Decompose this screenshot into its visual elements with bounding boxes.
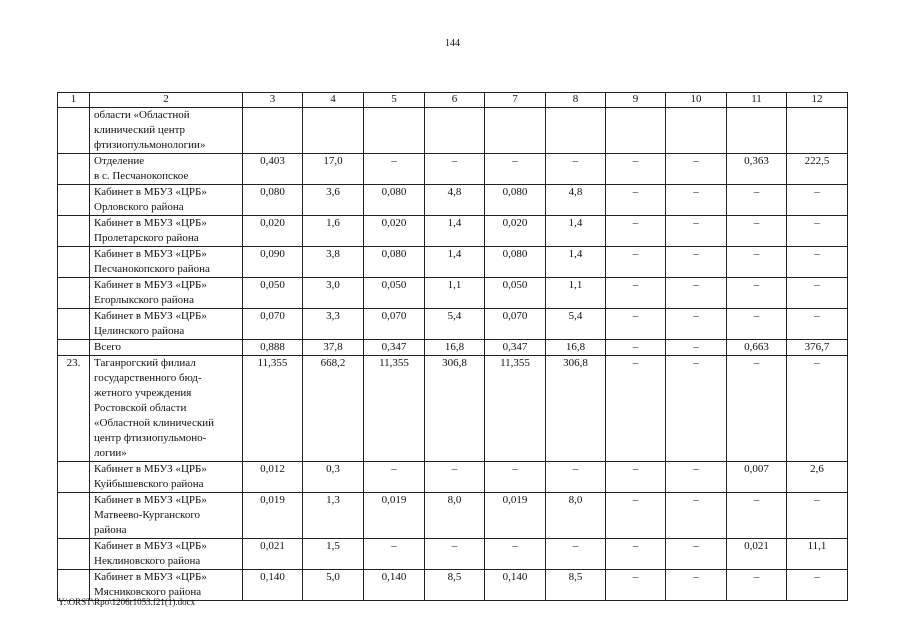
value-cell: 0,080 [243, 185, 303, 216]
value-cell: 0,347 [364, 340, 425, 356]
value-cell: – [606, 185, 666, 216]
table-row [58, 539, 848, 570]
value-cell: 0,050 [243, 278, 303, 309]
value-cell: 1,1 [425, 278, 485, 309]
value-cell: – [727, 247, 787, 278]
value-cell: 3,8 [303, 247, 364, 278]
value-cell: 4,8 [425, 185, 485, 216]
table-row [58, 340, 848, 356]
value-cell: – [666, 216, 727, 247]
value-cell: – [666, 570, 727, 601]
table-row [58, 185, 848, 216]
facility-name-cell: Кабинет в МБУЗ «ЦРБ» Песчанокопского района [90, 247, 243, 278]
value-cell: 0,080 [364, 247, 425, 278]
value-cell: – [666, 340, 727, 356]
table-row [58, 247, 848, 278]
value-cell: 1,4 [425, 247, 485, 278]
row-number-cell: 23. [58, 356, 90, 462]
value-cell: 5,4 [546, 309, 606, 340]
value-cell: – [606, 247, 666, 278]
value-cell: 0,080 [485, 185, 546, 216]
value-cell: 0,080 [485, 247, 546, 278]
value-cell: 0,090 [243, 247, 303, 278]
value-cell: – [364, 154, 425, 185]
value-cell: 4,8 [546, 185, 606, 216]
value-cell [546, 108, 606, 154]
value-cell: 0,019 [364, 493, 425, 539]
data-table [57, 92, 848, 601]
row-number-cell [58, 570, 90, 601]
row-number-cell [58, 340, 90, 356]
value-cell: 8,5 [425, 570, 485, 601]
value-cell [425, 108, 485, 154]
value-cell: – [425, 539, 485, 570]
value-cell: – [727, 493, 787, 539]
facility-name-cell: Кабинет в МБУЗ «ЦРБ» Куйбышевского района [90, 462, 243, 493]
column-header: 11 [727, 93, 787, 108]
value-cell: – [485, 539, 546, 570]
row-number-cell [58, 278, 90, 309]
value-cell: 1,1 [546, 278, 606, 309]
table-row [58, 278, 848, 309]
value-cell: 5,0 [303, 570, 364, 601]
row-number-cell [58, 462, 90, 493]
value-cell: 0,007 [727, 462, 787, 493]
value-cell: 0,363 [727, 154, 787, 185]
column-header: 6 [425, 93, 485, 108]
facility-name-cell: Отделение в с. Песчанокопское [90, 154, 243, 185]
column-header: 4 [303, 93, 364, 108]
value-cell: – [606, 462, 666, 493]
value-cell [787, 108, 848, 154]
value-cell: 0,347 [485, 340, 546, 356]
value-cell: – [666, 493, 727, 539]
value-cell: 8,5 [546, 570, 606, 601]
value-cell: 1,5 [303, 539, 364, 570]
value-cell: 668,2 [303, 356, 364, 462]
value-cell: – [787, 216, 848, 247]
table-row [58, 462, 848, 493]
column-header: 2 [90, 93, 243, 108]
facility-name-cell: Кабинет в МБУЗ «ЦРБ» Матвеево-Курганского района [90, 493, 243, 539]
value-cell [666, 108, 727, 154]
value-cell: 1,3 [303, 493, 364, 539]
value-cell [727, 108, 787, 154]
value-cell: – [727, 570, 787, 601]
value-cell: 0,050 [364, 278, 425, 309]
value-cell: – [666, 278, 727, 309]
value-cell: – [606, 309, 666, 340]
value-cell: – [666, 462, 727, 493]
value-cell: 0,070 [364, 309, 425, 340]
value-cell: 0,020 [485, 216, 546, 247]
value-cell: – [787, 278, 848, 309]
value-cell: 8,0 [425, 493, 485, 539]
row-number-cell [58, 493, 90, 539]
value-cell: 222,5 [787, 154, 848, 185]
value-cell: – [727, 278, 787, 309]
value-cell: 0,070 [485, 309, 546, 340]
row-number-cell [58, 309, 90, 340]
value-cell: – [546, 539, 606, 570]
value-cell: – [485, 154, 546, 185]
value-cell: 1,6 [303, 216, 364, 247]
value-cell: – [727, 216, 787, 247]
column-header: 7 [485, 93, 546, 108]
value-cell: 11,355 [485, 356, 546, 462]
value-cell [303, 108, 364, 154]
value-cell: – [606, 216, 666, 247]
value-cell: 0,3 [303, 462, 364, 493]
value-cell: 0,019 [485, 493, 546, 539]
column-header: 9 [606, 93, 666, 108]
table-row [58, 108, 848, 154]
value-cell: – [727, 356, 787, 462]
table-row [58, 356, 848, 462]
table-row [58, 570, 848, 601]
value-cell: – [787, 247, 848, 278]
column-header: 10 [666, 93, 727, 108]
value-cell [364, 108, 425, 154]
value-cell: – [787, 309, 848, 340]
value-cell: 1,4 [546, 247, 606, 278]
value-cell: 0,020 [364, 216, 425, 247]
value-cell: 0,050 [485, 278, 546, 309]
value-cell: 16,8 [425, 340, 485, 356]
value-cell: 0,663 [727, 340, 787, 356]
value-cell: – [364, 539, 425, 570]
row-number-cell [58, 108, 90, 154]
value-cell: – [666, 309, 727, 340]
value-cell: 11,1 [787, 539, 848, 570]
value-cell: 3,6 [303, 185, 364, 216]
value-cell: 0,080 [364, 185, 425, 216]
value-cell: 0,140 [243, 570, 303, 601]
column-header: 8 [546, 93, 606, 108]
column-header: 5 [364, 93, 425, 108]
row-number-cell [58, 154, 90, 185]
table-row [58, 493, 848, 539]
value-cell: 376,7 [787, 340, 848, 356]
value-cell: 37,8 [303, 340, 364, 356]
value-cell: 1,4 [425, 216, 485, 247]
facility-name-cell: Кабинет в МБУЗ «ЦРБ» Неклиновского района [90, 539, 243, 570]
value-cell: – [727, 185, 787, 216]
row-number-cell [58, 185, 90, 216]
value-cell: 5,4 [425, 309, 485, 340]
facility-name-cell: Кабинет в МБУЗ «ЦРБ» Целинского района [90, 309, 243, 340]
value-cell: – [606, 154, 666, 185]
value-cell: 2,6 [787, 462, 848, 493]
value-cell: – [606, 278, 666, 309]
page-number: 144 [445, 38, 460, 49]
table-header-row [58, 93, 848, 108]
value-cell: – [425, 154, 485, 185]
value-cell [606, 108, 666, 154]
file-path-footer: Y:\ORST\Rpo\1206r1053.f21(1).docx [58, 597, 196, 607]
table-row [58, 154, 848, 185]
value-cell: – [606, 539, 666, 570]
value-cell: 306,8 [425, 356, 485, 462]
value-cell: 0,140 [364, 570, 425, 601]
value-cell: – [425, 462, 485, 493]
value-cell [243, 108, 303, 154]
value-cell: 11,355 [364, 356, 425, 462]
column-header: 12 [787, 93, 848, 108]
value-cell: 0,403 [243, 154, 303, 185]
value-cell: – [546, 462, 606, 493]
table-row [58, 309, 848, 340]
row-number-cell [58, 247, 90, 278]
value-cell: 3,0 [303, 278, 364, 309]
value-cell: – [787, 356, 848, 462]
value-cell: – [485, 462, 546, 493]
value-cell: – [606, 356, 666, 462]
value-cell: 0,021 [727, 539, 787, 570]
facility-name-cell: Всего [90, 340, 243, 356]
row-number-cell [58, 216, 90, 247]
facility-name-cell: Кабинет в МБУЗ «ЦРБ» Егорлыкского района [90, 278, 243, 309]
value-cell: 306,8 [546, 356, 606, 462]
facility-name-cell: Таганрогский филиал государственного бюд- жетного учреждения Ростовской области «Областной клинический центр фтизиопульмоно- логии» [90, 356, 243, 462]
facility-name-cell: Кабинет в МБУЗ «ЦРБ» Орловского района [90, 185, 243, 216]
facility-name-cell: Кабинет в МБУЗ «ЦРБ» Пролетарского района [90, 216, 243, 247]
facility-name-cell: области «Областной клинический центр фтизиопульмонологии» [90, 108, 243, 154]
value-cell: 16,8 [546, 340, 606, 356]
value-cell: – [606, 493, 666, 539]
value-cell: 11,355 [243, 356, 303, 462]
value-cell: – [666, 356, 727, 462]
value-cell: 1,4 [546, 216, 606, 247]
value-cell: 17,0 [303, 154, 364, 185]
value-cell: – [666, 185, 727, 216]
table-body [58, 93, 848, 601]
value-cell: 0,020 [243, 216, 303, 247]
value-cell: – [666, 539, 727, 570]
facility-name-cell: Кабинет в МБУЗ «ЦРБ» Мясниковского района [90, 570, 243, 601]
value-cell: – [787, 570, 848, 601]
value-cell: – [606, 570, 666, 601]
table-row [58, 216, 848, 247]
value-cell: – [546, 154, 606, 185]
row-number-cell [58, 539, 90, 570]
value-cell: – [364, 462, 425, 493]
value-cell: – [787, 493, 848, 539]
value-cell: – [666, 154, 727, 185]
value-cell: 0,888 [243, 340, 303, 356]
value-cell: – [787, 185, 848, 216]
value-cell: 0,021 [243, 539, 303, 570]
value-cell: 8,0 [546, 493, 606, 539]
value-cell: 0,140 [485, 570, 546, 601]
value-cell [485, 108, 546, 154]
value-cell: – [666, 247, 727, 278]
value-cell: 0,019 [243, 493, 303, 539]
value-cell: – [727, 309, 787, 340]
column-header: 3 [243, 93, 303, 108]
value-cell: – [606, 340, 666, 356]
value-cell: 0,070 [243, 309, 303, 340]
column-header: 1 [58, 93, 90, 108]
value-cell: 3,3 [303, 309, 364, 340]
value-cell: 0,012 [243, 462, 303, 493]
